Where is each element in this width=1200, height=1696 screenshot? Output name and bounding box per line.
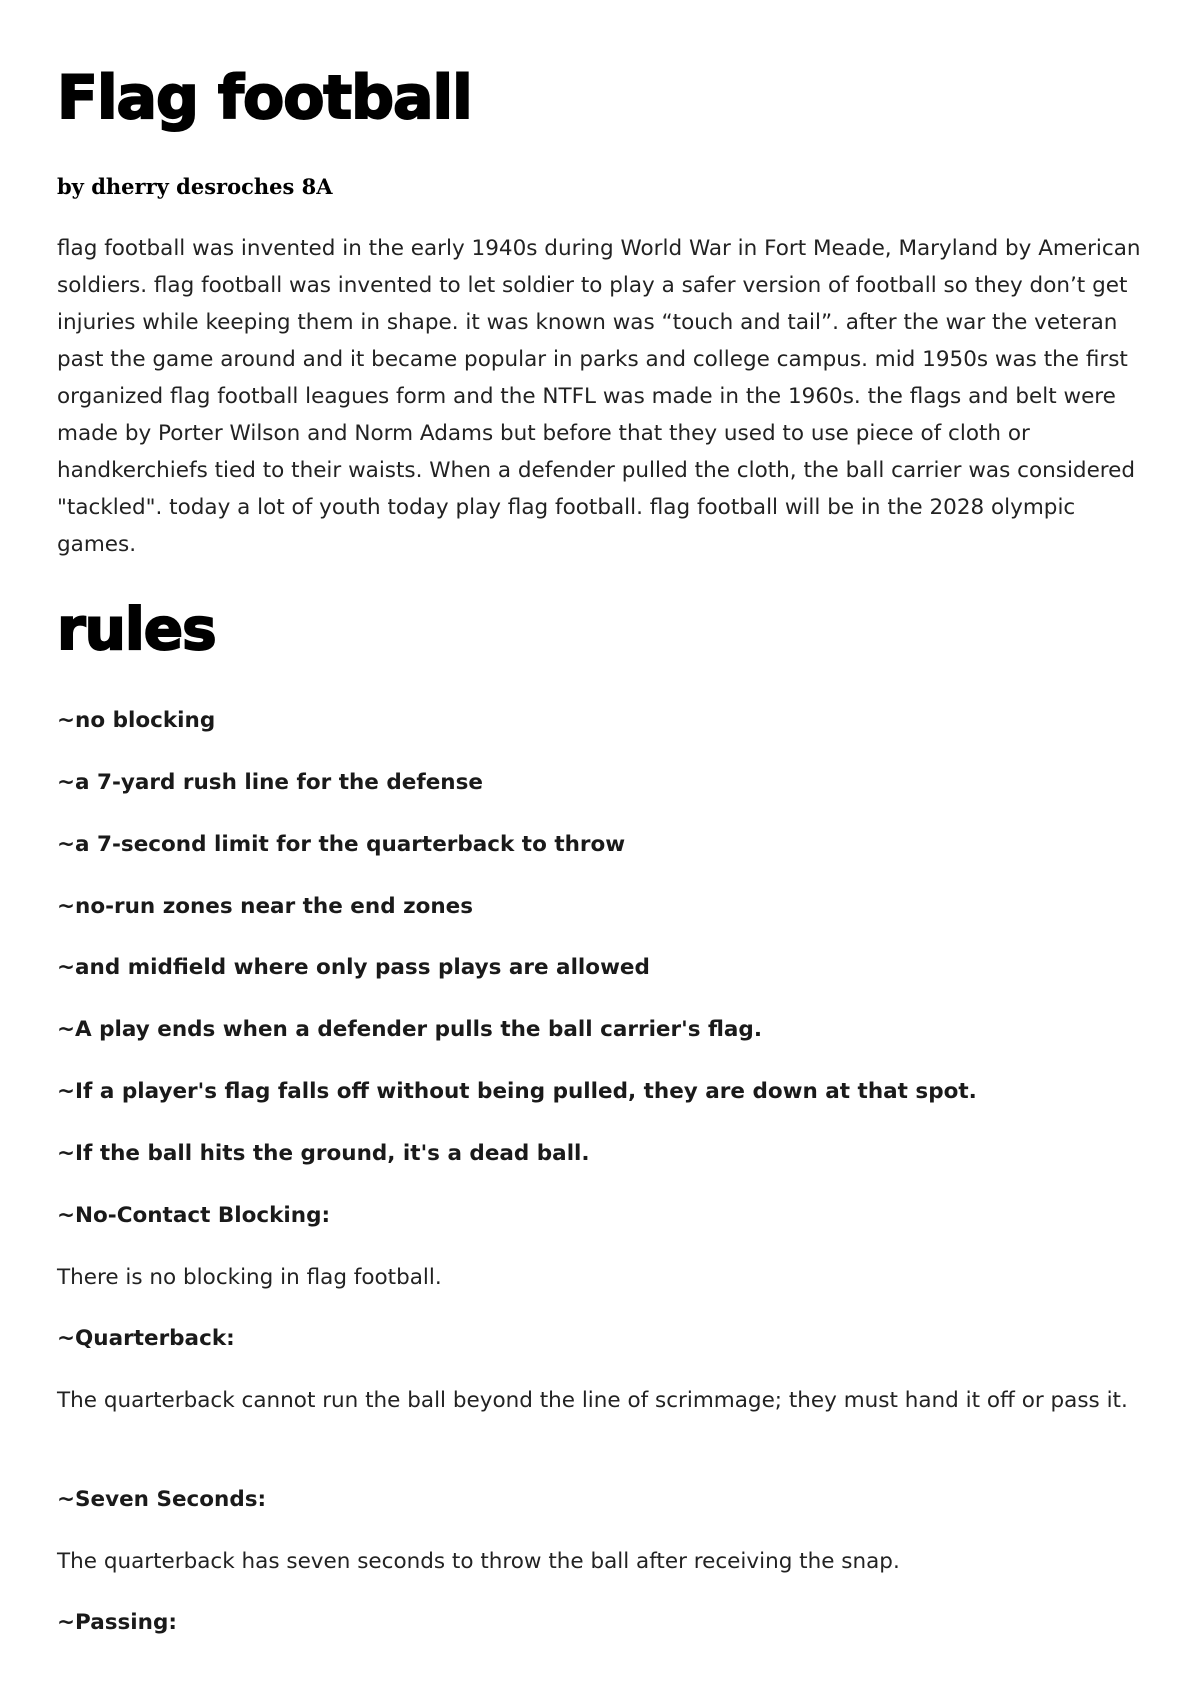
detail-heading-seven-seconds: ~Seven Seconds:: [57, 1487, 267, 1512]
rule-item: ~a 7-yard rush line for the defense: [57, 770, 483, 795]
detail-text-no-contact: There is no blocking in flag football.: [57, 1265, 442, 1290]
detail-heading-quarterback: ~Quarterback:: [57, 1326, 235, 1351]
rule-item: ~A play ends when a defender pulls the ball carrier's flag.: [57, 1017, 762, 1042]
detail-heading-passing: ~Passing:: [57, 1610, 177, 1635]
rule-item: ~and midfield where only pass plays are allowed: [57, 955, 650, 980]
detail-text-seven-seconds: The quarterback has seven seconds to throw the ball after receiving the snap.: [57, 1549, 900, 1574]
rule-item: ~no blocking: [57, 708, 216, 733]
intro-paragraph: flag football was invented in the early 1940s during World War in Fort Meade, Maryland by American soldiers. flag football was invented to let soldier to play a safer version of football so they don’t get injuries while keeping them in shape. it was known was “touch and tail”. after the war the veteran past the game around and it became popular in parks and college campus. mid 1950s was the first organized flag football leagues form and the NTFL was made in the 1960s. the flags and belt were made by Porter Wilson and Norm Adams but before that they used to use piece of cloth or handkerchiefs tied to their waists. When a defender pulled the cloth, the ball carrier was considered "tackled". today a lot of youth today play flag football. flag football will be in the 2028 olympic games.: [57, 236, 1141, 557]
rule-item: ~If a player's flag falls off without being pulled, they are down at that spot.: [57, 1079, 977, 1104]
rules-heading: rules: [57, 595, 216, 663]
document-title: Flag football: [57, 63, 472, 133]
rule-item: ~If the ball hits the ground, it's a dead ball.: [57, 1141, 590, 1166]
rule-item: ~a 7-second limit for the quarterback to throw: [57, 832, 626, 857]
detail-text-quarterback: The quarterback cannot run the ball beyond the line of scrimmage; they must hand it off or pass it.: [57, 1388, 1128, 1413]
author-byline: by dherry desroches 8A: [57, 174, 333, 199]
detail-heading-no-contact: ~No-Contact Blocking:: [57, 1203, 331, 1228]
rule-item: ~no-run zones near the end zones: [57, 894, 474, 919]
